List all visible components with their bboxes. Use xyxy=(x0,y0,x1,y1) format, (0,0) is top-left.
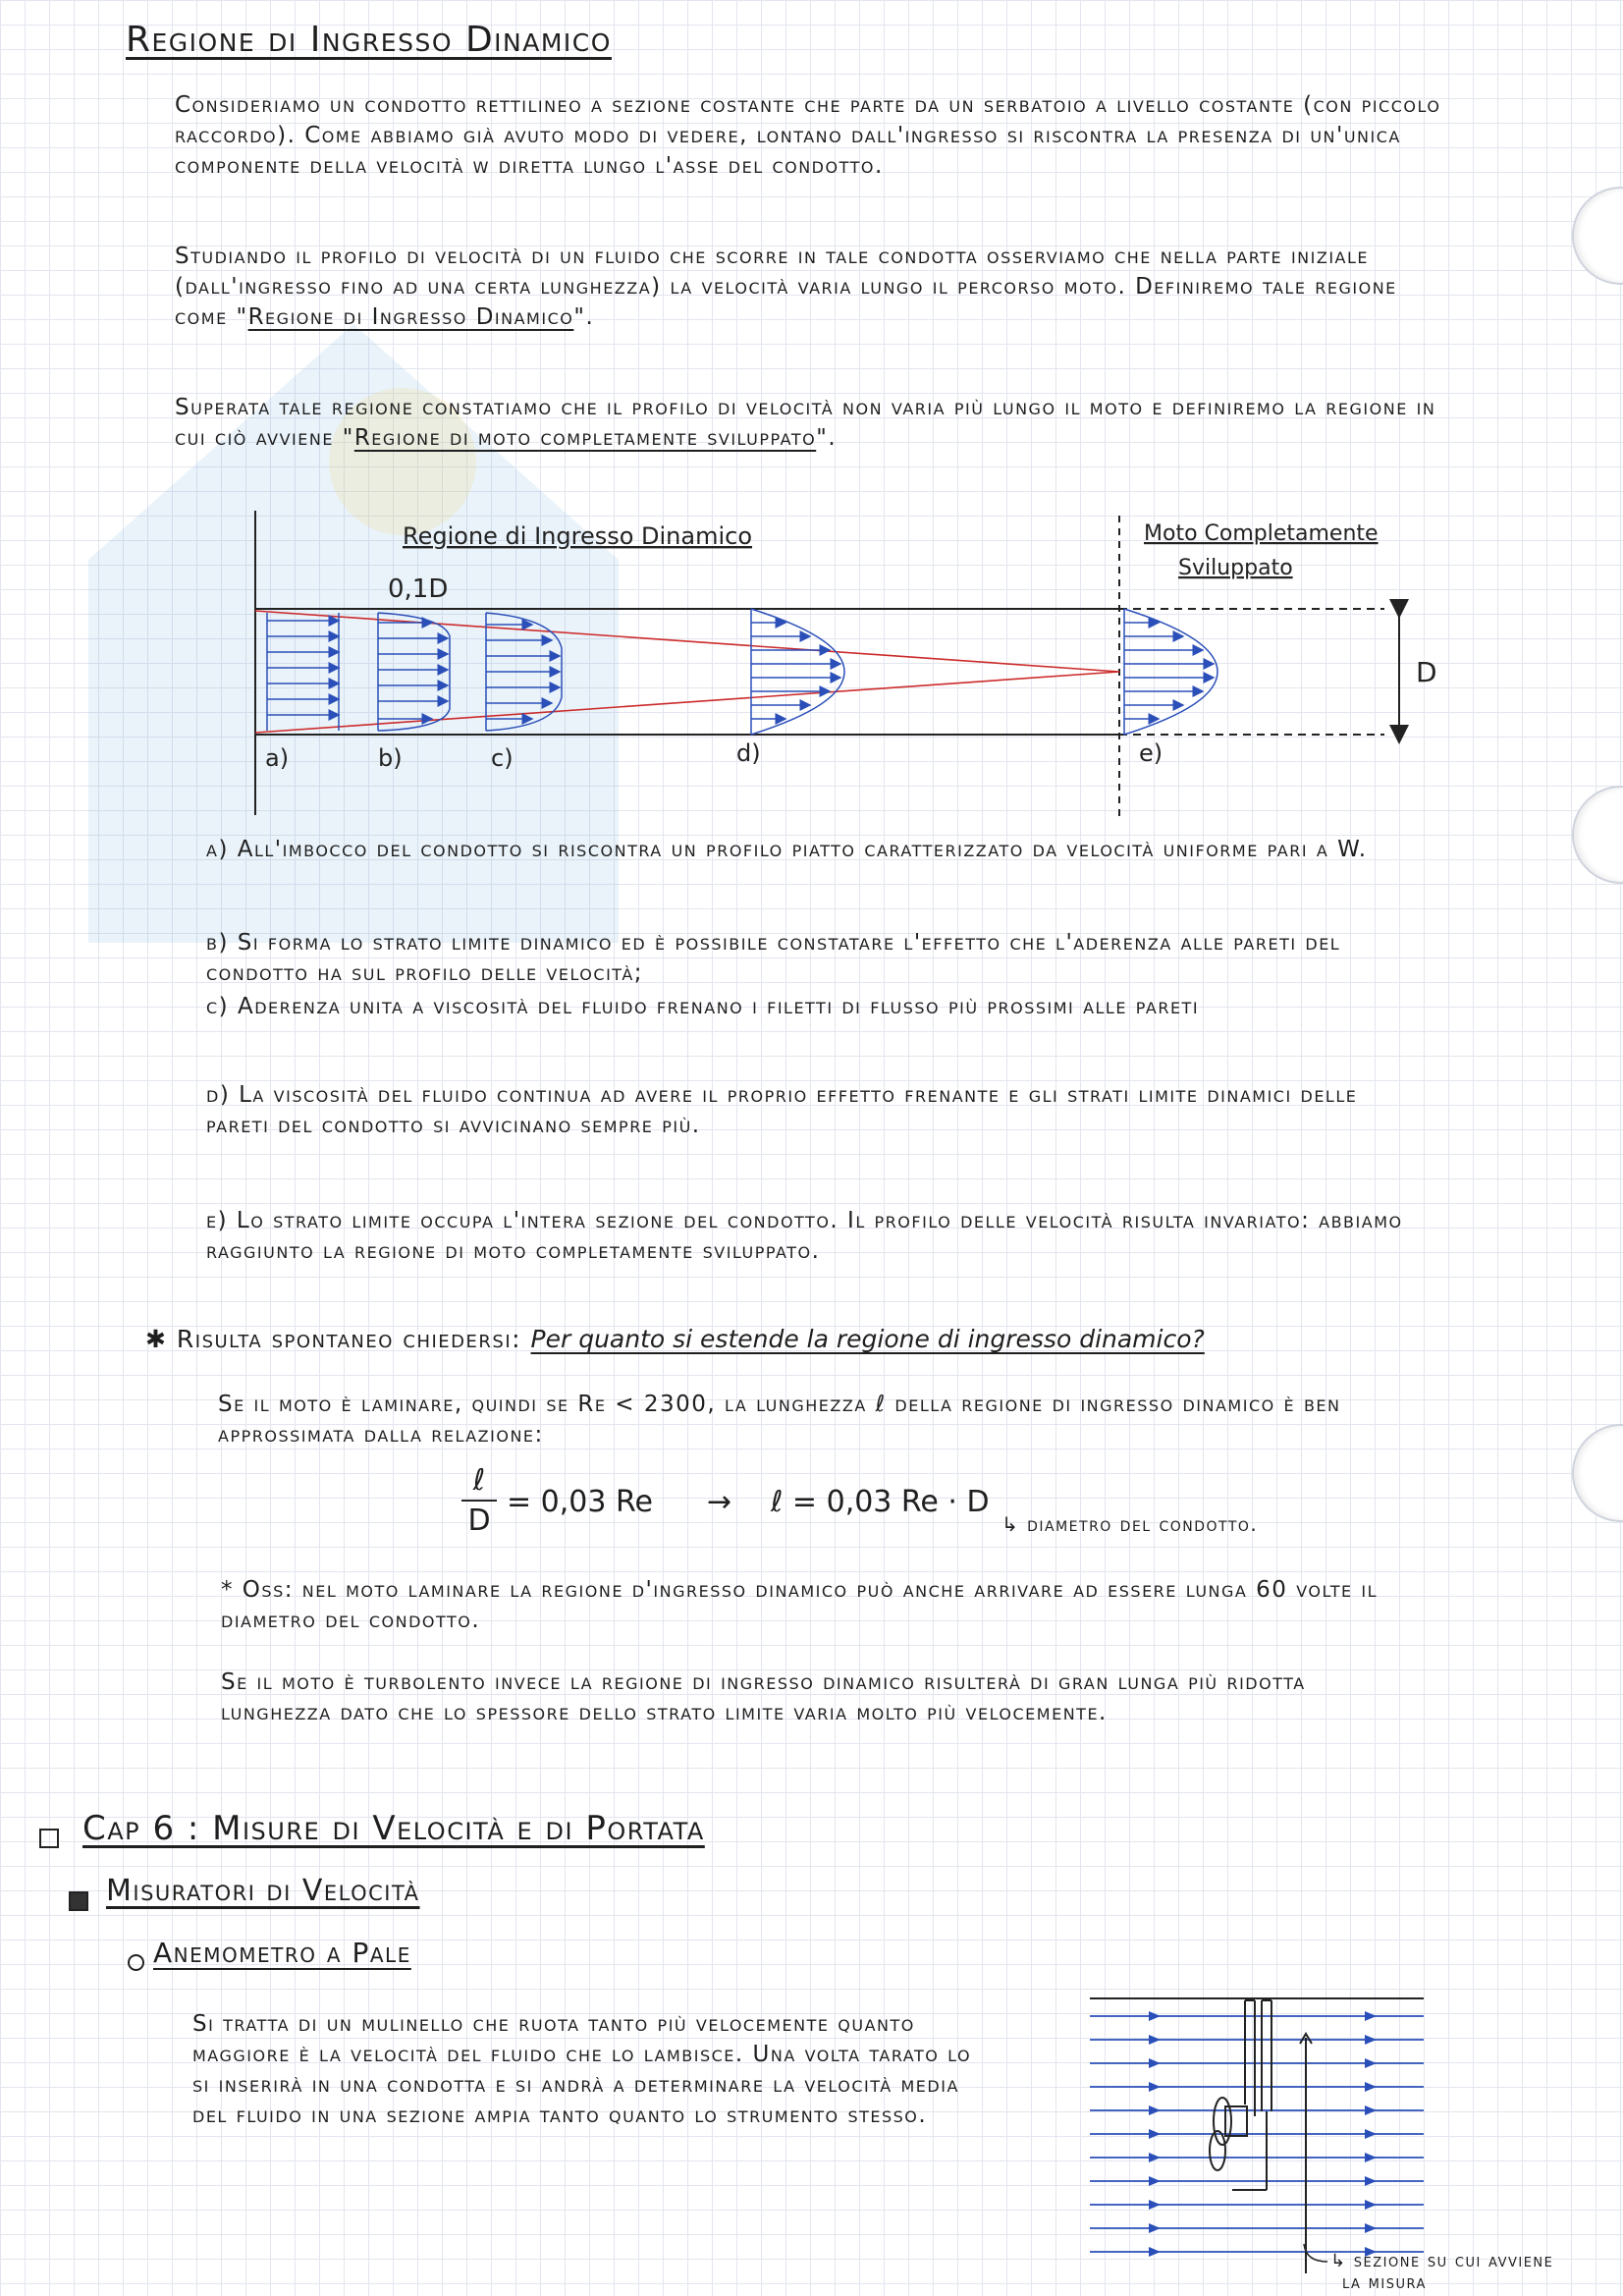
subsection-heading: Anemometro a Pale xyxy=(153,1937,411,1969)
definition-paragraph xyxy=(175,242,1441,333)
question-line xyxy=(145,1324,1451,1354)
formula-arrow: → xyxy=(707,1485,732,1519)
boundary-thickness-label: 0,1D xyxy=(388,574,449,604)
subsection-bullet xyxy=(128,1954,144,1971)
profile-mark-e: e) xyxy=(1139,739,1163,767)
intro-paragraph: Consideriamo un condotto rettilineo a sezione costante che parte da un serbatoio a livello costante (con piccolo raccordo). Come abbiamo già avuto modo di vedere, lontano dall'ingresso si riscontra la presenza di un'unica componente della velocità w diretta lungo l'asse del condotto. xyxy=(175,92,1441,179)
anemometer-diagram xyxy=(1070,1979,1620,2273)
formula-rhs-1: = 0,03 Re xyxy=(507,1485,653,1519)
punch-hole-1 xyxy=(1572,187,1623,285)
measurement-note-line-2: la misura xyxy=(1342,2272,1427,2293)
list-mark: e) xyxy=(206,1208,229,1233)
measurement-note-line-1: ↳ sezione su cui avviene xyxy=(1330,2251,1554,2271)
diagram-entry-label: Regione di Ingresso Dinamico xyxy=(403,522,753,550)
list-text: La viscosità del fluido continua ad avere il proprio effetto frenante e gli strati limite dinamici delle pareti del condotto si avvicinano sempre più. xyxy=(206,1082,1358,1138)
developed-end: ". xyxy=(816,425,838,451)
diagram-developed-label-2: Sviluppato xyxy=(1178,556,1293,580)
profile-mark-d: d) xyxy=(736,739,761,767)
question-lead: Risulta spontaneo chiedersi: xyxy=(176,1325,522,1353)
observation-note: * Oss: nel moto laminare la regione d'ingresso dinamico può anche arrivare ad essere lunga 60 volte il diametro del condotto. xyxy=(221,1577,1379,1633)
list-mark: c) xyxy=(206,994,230,1019)
list-item xyxy=(206,835,1414,865)
developed-text: Superata tale regione constatiamo che il profilo di velocità non varia più lungo il moto e definiremo la regione in cui ciò avviene " xyxy=(175,395,1436,451)
chapter-bullet xyxy=(39,1829,59,1848)
formula-numerator: ℓ xyxy=(472,1463,486,1498)
list-mark: a) xyxy=(206,837,229,862)
list-mark: d) xyxy=(206,1082,231,1108)
section-heading: Misuratori di Velocità xyxy=(106,1874,420,1908)
asterisk-icon: ✱ xyxy=(145,1325,177,1353)
formula-note: ↳ diametro del condotto. xyxy=(1001,1512,1259,1536)
anemometer-paragraph: Si tratta di un mulinello che ruota tanto più velocemente quanto maggiore è la velocità del fluido che lo lambisce. Una volta tarato lo si inserirà in una condotta e si andrà a determinare la velocità media del fluido in una sezione ampia tanto quanto lo strumento stesso. xyxy=(192,2011,972,2128)
velocity-profile-e xyxy=(1124,609,1217,735)
list-item xyxy=(206,928,1414,989)
chapter-heading: Cap 6 : Misure di Velocità e di Portata xyxy=(82,1809,705,1848)
punch-hole-2 xyxy=(1572,1424,1623,1522)
developed-paragraph xyxy=(175,393,1441,454)
entry-region-diagram xyxy=(216,491,1483,825)
page-title: Regione di Ingresso Dinamico xyxy=(126,20,612,60)
profile-mark-a: a) xyxy=(265,744,290,772)
anemometer-icon xyxy=(1210,2000,1312,2273)
velocity-profile-d xyxy=(751,609,844,735)
velocity-profile-a xyxy=(267,613,339,731)
formula-rhs-2: ℓ = 0,03 Re · D xyxy=(771,1485,990,1519)
formula-denominator: D xyxy=(467,1503,491,1538)
profile-mark-c: c) xyxy=(491,744,514,772)
definition-text: Studiando il profilo di velocità di un fluido che scorre in tale condotta osserviamo che nella parte iniziale (dall'ingresso fino ad una certa lunghezza) la velocità varia lungo il percorso moto. Definiremo tale regione come " xyxy=(175,244,1397,330)
list-item xyxy=(206,1080,1414,1141)
list-mark: b) xyxy=(206,930,229,956)
list-text: Lo strato limite occupa l'intera sezione del condotto. Il profilo delle velocità risulta invariato: abbiamo raggiunto la regione di moto completamente sviluppato. xyxy=(206,1208,1403,1264)
turbulent-paragraph: Se il moto è turbolento invece la regione di ingresso dinamico risulterà di gran lunga più ridotta lunghezza dato che lo spessore dello strato limite varia molto più velocemente. xyxy=(221,1669,1306,1725)
list-text: All'imbocco del condotto si riscontra un profilo piatto caratterizzato da velocità uniforme pari a W. xyxy=(237,837,1368,862)
punch-hole-3 xyxy=(1572,786,1623,884)
diameter-label: D xyxy=(1416,656,1437,688)
list-item xyxy=(206,992,1414,1022)
profile-mark-b: b) xyxy=(378,744,403,772)
definition-end: ". xyxy=(573,304,595,330)
diagram-developed-label-1: Moto Completamente xyxy=(1144,521,1379,546)
question-text: Per quanto si estende la regione di ingresso dinamico? xyxy=(530,1325,1205,1353)
list-item xyxy=(206,1206,1414,1267)
section-bullet xyxy=(69,1891,88,1911)
term-developed-region: Regione di moto completamente sviluppato xyxy=(353,425,817,451)
measurement-section-note xyxy=(1330,2251,1615,2294)
list-text: Aderenza unita a viscosità del fluido frenano i filetti di flusso più prossimi alle pareti xyxy=(237,994,1200,1019)
term-entry-region: Regione di Ingresso Dinamico xyxy=(247,304,574,330)
velocity-profile-b xyxy=(378,613,450,731)
list-text: Si forma lo strato limite dinamico ed è possibile constatare l'effetto che l'aderenza alle pareti del condotto ha sul profilo delle velocità; xyxy=(206,930,1341,986)
laminar-paragraph: Se il moto è laminare, quindi se Re < 2300, la lunghezza ℓ della regione di ingresso dinamico è ben approssimata dalla relazione: xyxy=(218,1392,1341,1448)
